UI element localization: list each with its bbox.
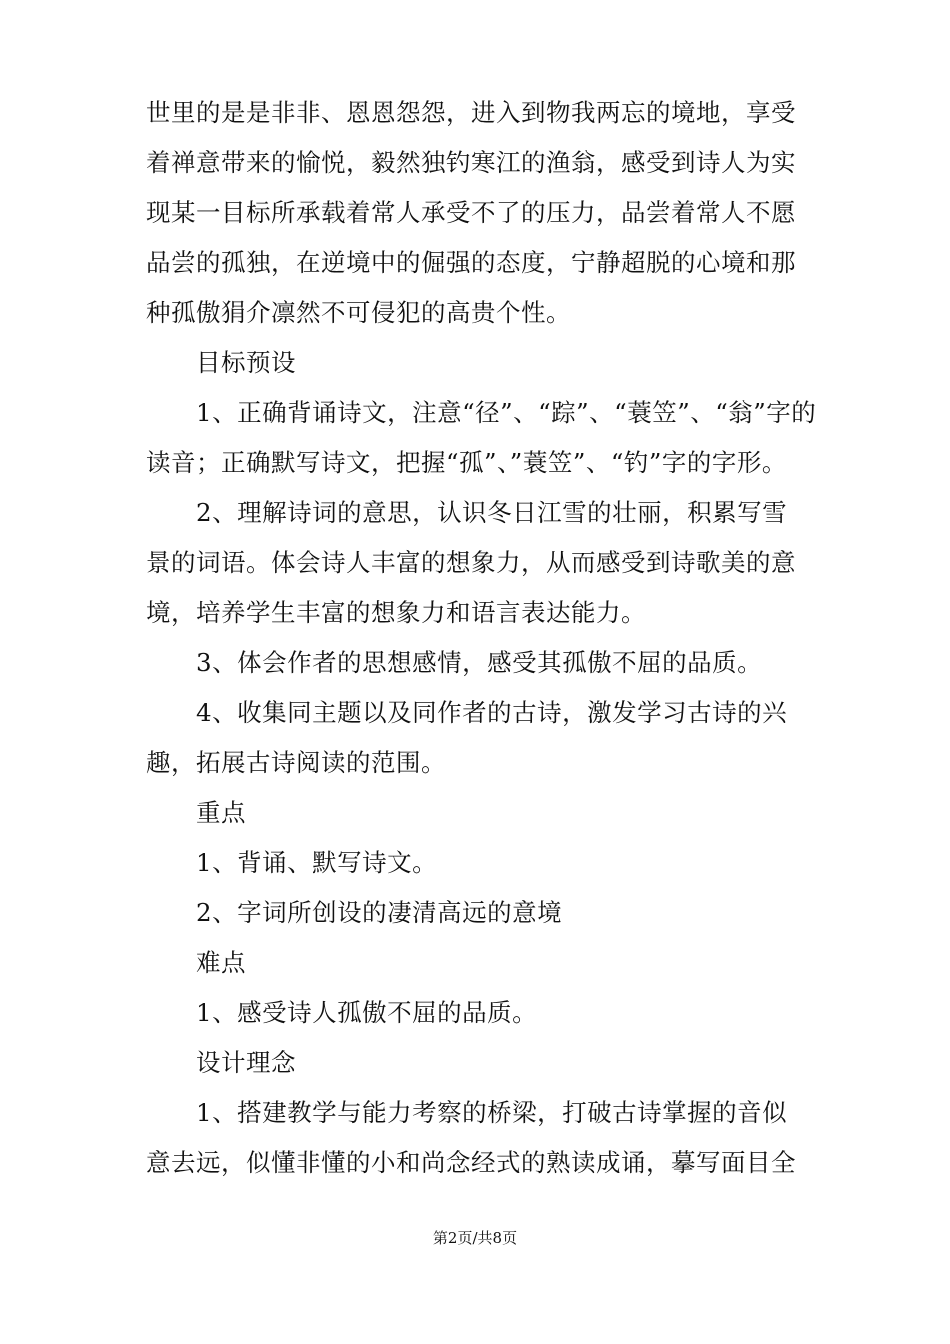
text-line: 着禅意带来的愉悦，毅然独钓寒江的渔翁，感受到诗人为实 <box>146 148 796 177</box>
text-line: 现某一目标所承载着常人承受不了的压力，品尝着常人不愿 <box>146 198 796 227</box>
text-line: 1、背诵、默写诗文。 <box>196 848 438 877</box>
text-line: 重点 <box>196 798 246 827</box>
text-line: 1、感受诗人孤傲不屈的品质。 <box>196 998 538 1027</box>
text-line: 境，培养学生丰富的想象力和语言表达能力。 <box>146 598 646 627</box>
text-line: 2、字词所创设的凄清高远的意境 <box>196 898 563 927</box>
text-line: 种孤傲狷介凛然不可侵犯的高贵个性。 <box>146 298 571 327</box>
text-line: 读音；正确默写诗文，把握“孤”、”蓑笠”、“钓”字的字形。 <box>146 448 787 477</box>
text-line: 1、搭建教学与能力考察的桥梁，打破古诗掌握的音似 <box>196 1098 788 1127</box>
text-line: 目标预设 <box>196 348 296 377</box>
text-line: 品尝的孤独，在逆境中的倔强的态度，宁静超脱的心境和那 <box>146 248 796 277</box>
page-indicator: 第2页/共8页 <box>432 1229 518 1247</box>
text-line: 2、理解诗词的意思，认识冬日江雪的壮丽，积累写雪 <box>196 498 788 527</box>
text-line: 景的词语。体会诗人丰富的想象力，从而感受到诗歌美的意 <box>146 548 796 577</box>
text-line: 趣，拓展古诗阅读的范围。 <box>146 748 446 777</box>
text-line: 设计理念 <box>196 1048 296 1077</box>
text-line: 3、体会作者的思想感情，感受其孤傲不屈的品质。 <box>196 648 763 677</box>
document-body <box>146 88 817 1188</box>
text-line: 世里的是是非非、恩恩怨怨，进入到物我两忘的境地，享受 <box>146 98 796 127</box>
text-line: 1、正确背诵诗文，注意“径”、“踪”、“蓑笠”、“翁”字的 <box>196 398 817 427</box>
text-line: 4、收集同主题以及同作者的古诗，激发学习古诗的兴 <box>196 698 788 727</box>
text-line: 难点 <box>196 948 246 977</box>
text-line: 意去远，似懂非懂的小和尚念经式的熟读成诵，摹写面目全 <box>146 1148 796 1177</box>
